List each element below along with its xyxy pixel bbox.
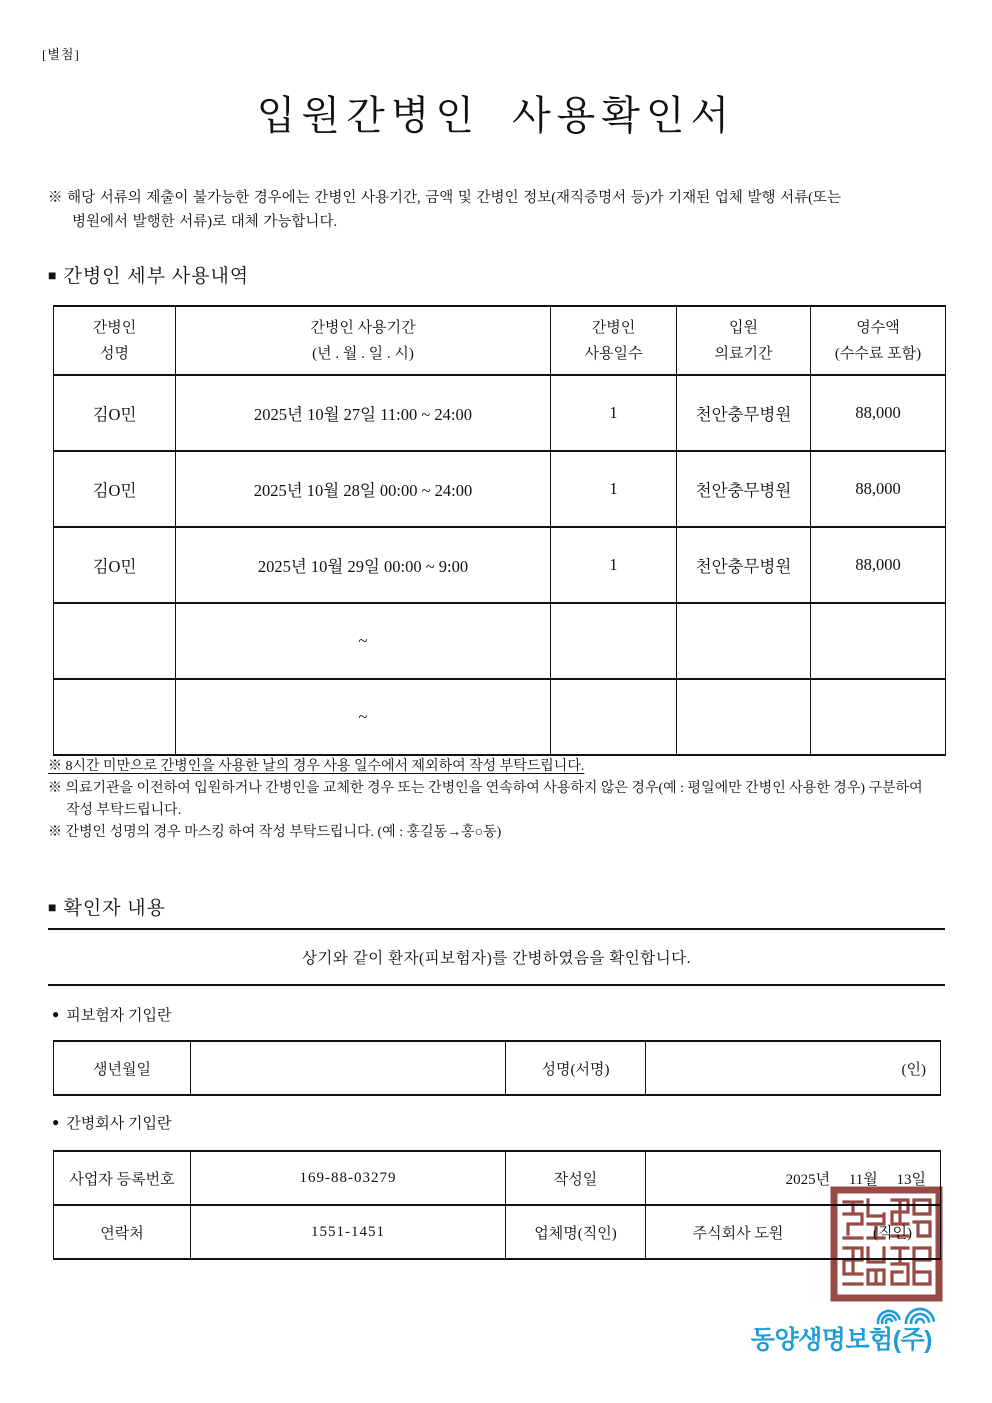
signature-name-label: 성명(서명) [506,1041,646,1095]
footnote-2-cont: 작성 부탁드립니다. [66,803,182,818]
horizontal-rule [48,984,945,986]
seal-mark-cell: (인) [646,1041,941,1095]
care-company-table [53,1150,941,1260]
confirmation-statement: 상기와 같이 환자(피보험자)를 간병하였음을 확인합니다. [301,950,692,967]
written-date-value: 2025년 11월 13일 [646,1151,941,1205]
cell-amount: 88,000 [811,451,946,527]
cell-period: 2025년 10월 28일 00:00 ~ 24:00 [176,451,551,527]
table-footnotes [48,756,960,844]
horizontal-rule [48,928,945,930]
cell-period: 2025년 10월 29일 00:00 ~ 9:00 [176,527,551,603]
table-row [54,527,946,603]
cell-amount: 88,000 [811,375,946,451]
table-row [54,375,946,451]
table-row-empty [54,679,946,755]
cell-period: 2025년 10월 27일 11:00 ~ 24:00 [176,375,551,451]
cell-hospital: 천안충무병원 [677,375,811,451]
written-date-label: 작성일 [506,1151,646,1205]
company-name-label: 업체명(직인) [506,1205,646,1259]
footnote-2: ※ 의료기관을 이전하여 입원하거나 간병인을 교체한 경우 또는 간병인을 연속하여 사용하지 않은 경우(예 : 평일에만 간병인 사용한 경우) 구분하여 [48,781,923,796]
insurer-logo [700,1296,945,1356]
col-header-amount: 영수액 (수수료 포함) [811,306,946,375]
birthdate-field [191,1041,506,1095]
company-name-value: 주식회사 도원 (직인) [646,1205,941,1259]
business-number-label: 사업자 등록번호 [54,1151,191,1205]
contact-label: 연락처 [54,1205,191,1259]
birthdate-label: 생년월일 [54,1041,191,1095]
table-row-empty [54,603,946,679]
cell-caregiver-name: 김O민 [54,527,176,603]
col-header-days: 간병인 사용일수 [551,306,677,375]
contact-value: 1551-1451 [191,1205,506,1259]
insurer-logo-text: 동양생명보험(주) [750,1326,932,1354]
cell-days: 1 [551,451,677,527]
company-row-2 [54,1205,941,1259]
preamble-line-2: 병원에서 발행한 서류)로 대체 가능합니다. [72,214,338,230]
company-row-1 [54,1151,941,1205]
cell-hospital: 천안충무병원 [677,527,811,603]
seal-placement-hint: (직인) [873,1225,912,1242]
col-header-hospital: 입원 의료기간 [677,306,811,375]
col-header-name: 간병인 성명 [54,306,176,375]
caregiver-usage-table [53,305,946,756]
square-bullet-icon: ■ [48,269,58,284]
care-company-entry-label: ● 간병회사 기입란 [52,1115,172,1132]
cell-hospital [677,603,811,679]
cell-amount [811,603,946,679]
attachment-tag: [별첨] [42,47,80,62]
cell-hospital [677,679,811,755]
cell-hospital: 천안충무병원 [677,451,811,527]
table-header-row [54,306,946,375]
company-seal-stamp-icon [830,1186,943,1302]
insured-entry-label: ● 피보험자 기입란 [52,1007,172,1024]
cell-days: 1 [551,375,677,451]
usage-section-heading: ■ 간병인 세부 사용내역 [48,266,250,287]
cell-caregiver-name [54,603,176,679]
cell-caregiver-name: 김O민 [54,375,176,451]
cell-amount: 88,000 [811,527,946,603]
footnote-1: ※ 8시간 미만으로 간병인을 사용한 날의 경우 사용 일수에서 제외하여 작성 부탁드립니다. [48,759,585,774]
cell-days [551,679,677,755]
cell-days: 1 [551,527,677,603]
insured-row [54,1041,941,1095]
dot-bullet-icon: ● [52,1007,60,1021]
cell-caregiver-name [54,679,176,755]
square-bullet-icon: ■ [48,901,58,916]
preamble-line-1: ※ 해당 서류의 제출이 불가능한 경우에는 간병인 사용기간, 금액 및 간병인 정보(재직증명서 등)가 기재된 업체 발행 서류(또는 [48,190,841,206]
cell-caregiver-name: 김O민 [54,451,176,527]
cell-period: ~ [176,603,551,679]
cell-days [551,603,677,679]
document-title: 입원간병인 사용확인서 [256,93,736,138]
preamble-note [48,186,960,234]
confirmer-section-heading: ■ 확인자 내용 [48,898,166,919]
table-row [54,451,946,527]
insured-entry-table [53,1040,941,1096]
cell-period: ~ [176,679,551,755]
cell-amount [811,679,946,755]
footnote-3: ※ 간병인 성명의 경우 마스킹 하여 작성 부탁드립니다. (예 : 홍길동→홍○동) [48,825,502,840]
dot-bullet-icon: ● [52,1115,60,1129]
business-number-value: 169-88-03279 [191,1151,506,1205]
col-header-period: 간병인 사용기간 (년 . 월 . 일 . 시) [176,306,551,375]
